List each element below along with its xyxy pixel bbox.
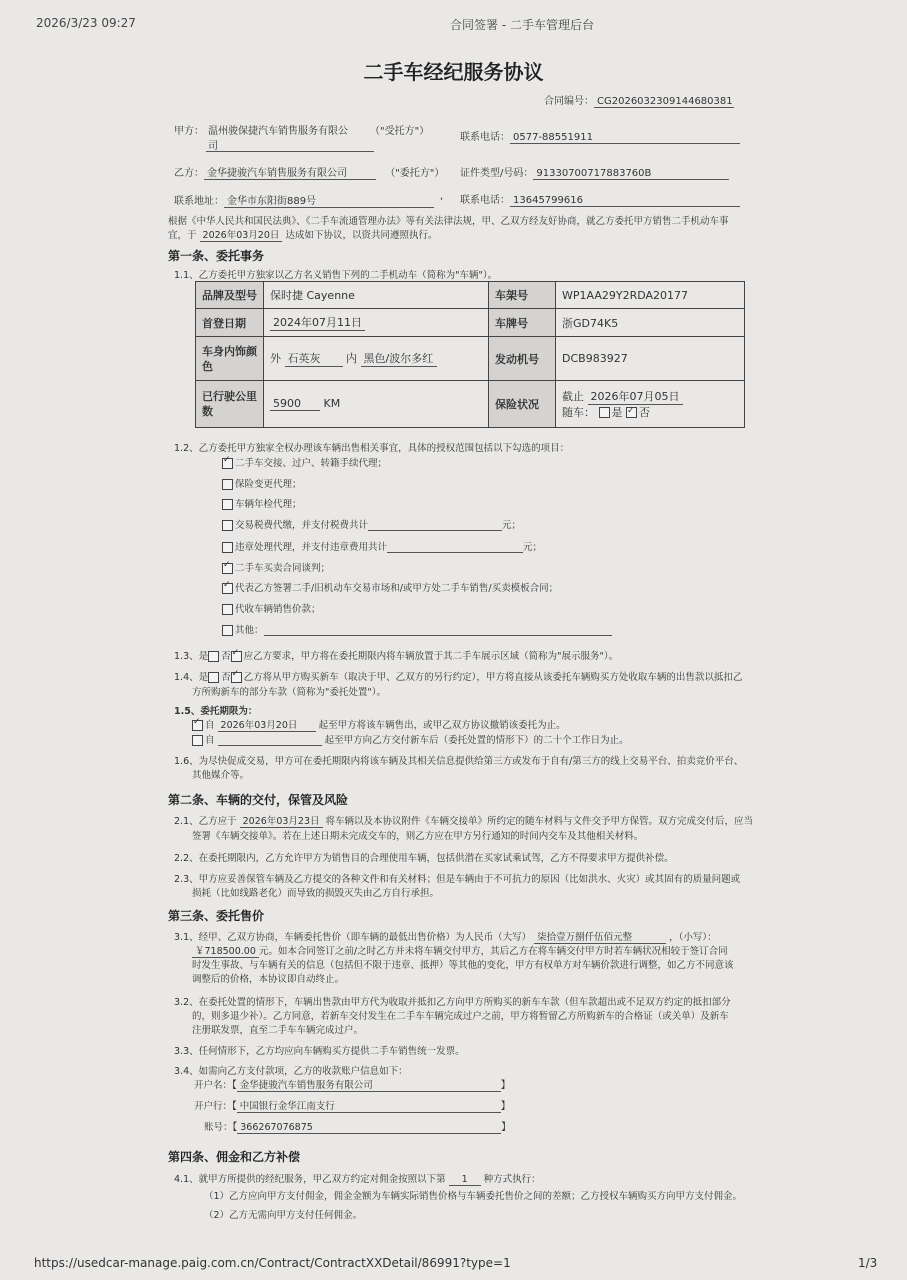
auth-checkbox[interactable] [222,542,233,553]
yuan-label: 元； [523,542,543,553]
clause-1-4-yes: 1.4、是 [174,672,209,683]
clause-3-1-line-2 [192,943,728,958]
clause-2-1-text: 将车辆以及本协议附件《车辆交接单》所约定的随车材料与文件交予甲方保管。双方完成交付后，应当 [325,816,754,827]
km-label [196,381,264,428]
clause-1-6-cont: 其他媒介等。 [192,770,250,781]
reg-date-label: 首登日期 [196,309,264,337]
auth-item-label: 二手车买卖合同谈判； [235,563,331,574]
intro-suffix: 达成如下协议，以资共同遵照执行。 [285,230,438,241]
party-a-name: 温州骏保捷汽车销售服务有限公 [208,126,348,137]
clause-4-1-prefix: 4.1、就甲方所提供的经纪服务，甲乙双方约定对佣金按照以下第 [174,1174,446,1185]
engine-label: 发动机号 [489,337,556,381]
party-b-label: 乙方： [174,168,204,179]
clause-4-1 [174,1171,541,1186]
account-name-label: 开户名：【 [194,1080,237,1091]
insurance-prefix: 截止 [562,389,584,403]
clause-3-1-lower-label: ，（小写）： [669,932,717,943]
clause-4-1-suffix: 种方式执行： [483,1174,541,1185]
clause-2-1-prefix: 2.1、乙方应于 [174,816,237,827]
auth-item-label: 代表乙方签署二手/旧机动车交易市场和/或甲方处二手车销售/买卖模板合同； [235,583,559,594]
insurance-label: 保险状况 [489,381,556,428]
auth-item [222,622,612,636]
reg-date-value: 2024年07月11日 [270,314,365,331]
ext-color: 石英灰 [285,350,343,367]
auth-item [222,560,330,574]
term-a-checkbox[interactable] [192,720,203,731]
party-a-label: 甲方： [174,126,204,137]
party-b-role: （"委托方"） [385,168,445,179]
plate-label: 车牌号 [489,309,556,337]
party-a-phone-value: 0577-88551911 [510,132,740,144]
account-no-label: 账号：【 [204,1122,238,1133]
bank-value: 中国银行金华江南支行 [237,1098,501,1113]
account-no-value: 366267076875 [237,1122,501,1134]
auth-item [222,580,558,594]
auth-checkbox[interactable] [222,479,233,490]
party-b-id-value: 91330700717883760B [533,168,729,180]
clause-1-4-cont: 方所购新车的部分车款（简称为"委托处置"）。 [192,687,386,698]
bank-label: 开户行：【 [194,1101,237,1112]
clause-2-2: 2.2、在委托期限内，乙方允许甲方为销售目的合理使用车辆，包括供潜在买家试乘试驾，乙方不得要求甲方提供补偿。 [174,853,674,864]
color-label-2: 色 [202,359,213,373]
table-row [196,282,745,309]
term-b-prefix: 自 [205,735,215,746]
address-label: 联系地址： [174,196,224,207]
comma: , [440,191,444,202]
party-b-phone-value: 13645799616 [510,195,740,207]
table-row [196,337,745,381]
clause-3-2-line-2: 的，则多退少补）。乙方同意，若新车交付发生在二手车车辆完成过户之前，甲方将暂留乙方所购新车的合格证（或关单）及新车 [192,1011,729,1022]
clause-3-1-line-3: 时发生事故、与车辆有关的信息（包括但不限于违章、抵押）等其他的变化，甲方有权单方对车辆价款进行调整，如乙方不同意该 [192,960,734,971]
yuan-label: 元； [502,520,522,531]
term-b-text: 起至甲方向乙方交付新车后（委托处置的情形下）的二十个工作日为止。 [324,735,629,746]
party-b-address-value: 金华市东阳街889号 [224,192,434,208]
clause-1-5-a [192,717,566,732]
no-label: 否 [639,405,650,419]
clause-1-3-text: 应乙方要求，甲方将在委托期限内将车辆放置于其二手车展示区域（简称为"展示服务"）。 [243,651,619,662]
party-a-underline [206,151,374,152]
clause-1-5-b [192,732,629,746]
intro-line-2 [168,227,437,242]
auth-checkbox[interactable] [222,604,233,615]
account-name-value: 金华捷骏汽车销售服务有限公司 [237,1077,501,1092]
km-unit: KM [323,397,341,410]
insurance-date: 2026年07月05日 [588,389,683,405]
auth-checkbox[interactable] [222,520,233,531]
km-value-cell [264,381,489,428]
km-value: 5900 [270,397,320,411]
auth-item-label: 二手车交接、过户、转籍手续代理； [235,458,388,469]
auth-item [222,455,387,469]
engine-value: DCB983927 [556,337,745,381]
auth-item-label: 违章处理代理，并支付违章费用共计 [235,542,388,553]
clause-1-3-yes: 1.3、是 [174,651,209,662]
party-a-role: （"受托方"） [370,126,430,137]
intro-prefix: 宜，于 [168,230,197,241]
term-b-checkbox[interactable] [192,735,203,746]
auth-item-label: 交易税费代缴，并支付税费共计 [235,520,369,531]
vin-label: 车架号 [489,282,556,309]
clause-1-3-no: 否 [221,651,231,662]
clause-1-1: 1.1、乙方委托甲方独家以乙方名义销售下列的二手机动车（简称为"车辆"）。 [174,270,498,281]
section-3-title: 第三条、委托售价 [168,909,265,923]
clause-1-6: 1.6、为尽快促成交易，甲方可在委托期限内将该车辆及其相关信息提供给第三方或发布于自有/第三方的线上交易平台、拍卖竞价平台、 [174,756,744,767]
auth-item-label: 其他： [235,625,264,636]
account-name-close: 】 [500,1080,511,1091]
tax-blank[interactable] [368,520,502,531]
page-number: 1/3 [858,1256,878,1270]
auth-item [222,601,321,615]
clause-1-4 [174,669,742,683]
clause-1-2: 1.2、乙方委托甲方独家全权办理该车辆出售相关事宜，具体的授权范围包括以下勾选的项目： [174,443,570,454]
commission-option-2: （2）乙方无需向甲方支付任何佣金。 [204,1210,363,1221]
reg-date-cell [264,309,489,337]
section-4-title: 第四条、佣金和乙方补偿 [168,1150,301,1164]
clause-2-1-cont: 签署《车辆交接单》。若在上述日期未完成交车的，则乙方应在甲方另行通知的时间内交车及其他相关材料。 [192,831,644,842]
auth-item-label: 代收车辆销售价款； [235,604,321,615]
insurance-follow: 随车： [562,405,595,419]
party-b-address [174,192,434,208]
brand-value: 保时捷 Cayenne [264,282,489,309]
clause-2-3-cont: 损耗（比如线路老化）而导致的损毁灭失由乙方自行承担。 [192,888,440,899]
clause-2-1 [174,813,753,828]
price-lowercase: ￥718500.00 [192,943,259,958]
clause-3-2-line-3: 注册联发票，直至二手车车辆完成过户。 [192,1025,364,1036]
page-url: https://usedcar-manage.paig.com.cn/Contract/ContractXXDetail/86991?type=1 [34,1256,511,1270]
contract-number [544,92,734,108]
id-label: 证件类型/号码： [460,168,534,179]
bank-close: 】 [500,1101,511,1112]
party-b-phone [460,191,740,207]
clause-3-2: 3.2、在委托处置的情形下，车辆出售款由甲方代为收取并抵扣乙方向甲方所购买的新车车款（但车款超出或不足双方约定的抵扣部分 [174,997,731,1008]
party-a-name-cont: 司 [208,141,218,152]
auth-item-label: 车辆年检代理； [235,499,302,510]
auth-checkbox[interactable] [222,563,233,574]
price-uppercase: 柒拾壹万捌仟伍佰元整 [534,929,666,944]
auth-checkbox[interactable] [222,499,233,510]
plate-value: 浙GD74K5 [556,309,745,337]
commission-option-1: （1）乙方应向甲方支付佣金，佣金金额为车辆实际销售价格与车辆委托售价之间的差额；乙方授权车辆购买方向甲方支付佣金。 [204,1191,743,1202]
auth-item [222,517,521,531]
party-b-line [174,164,444,180]
party-b-name: 金华捷骏汽车销售服务有限公司 [204,164,376,180]
clause-2-3: 2.3、甲方应妥善保管车辆及乙方提交的各种文件和有关材料；但是车辆由于不可抗力的原因（比如洪水、火灾）或其固有的质量问题或 [174,874,741,885]
auth-item [222,476,302,490]
auth-item [222,539,542,553]
term-a-prefix: 自 [205,720,215,731]
yes-label: 是 [611,405,623,419]
auth-checkbox[interactable] [222,583,233,594]
clause-3-3: 3.3、任何情形下，乙方均应向车辆购买方提供二手车销售统一发票。 [174,1046,465,1057]
clause-1-3-yes-checkbox[interactable] [208,651,219,662]
term-b-blank[interactable] [218,735,322,746]
contract-number-value: CG2026032309144680381 [594,96,734,108]
phone-label-b: 联系电话： [460,195,510,206]
color-label-1: 车身内饰颜 [202,344,257,358]
no-checkbox[interactable] [626,407,637,418]
contract-number-label: 合同编号： [544,96,594,107]
int-label: 内 [346,352,357,365]
party-a-phone [460,128,740,144]
clause-3-1 [174,929,717,944]
color-label [196,337,264,381]
clause-1-4-no: 否 [221,672,231,683]
clause-1-4-no-checkbox[interactable] [231,672,242,683]
page-title: 合同签署 - 二手车管理后台 [450,18,594,32]
section-2-title: 第二条、车辆的交付，保管及风险 [168,793,349,807]
auth-checkbox[interactable] [222,458,233,469]
clause-3-1-prefix: 3.1、经甲、乙双方协商，车辆委托售价（即车辆的最低出售价格）为人民币（大写） [174,932,532,943]
term-a-date: 2026年03月20日 [218,717,316,732]
phone-label: 联系电话： [460,132,510,143]
bank-row [194,1098,510,1113]
clause-1-3-no-checkbox[interactable] [231,651,242,662]
vin-value: WP1AA29Y2RDA20177 [556,282,745,309]
auth-item-label: 保险变更代理； [235,479,302,490]
violation-blank[interactable] [387,542,523,553]
clause-3-1-line-4: 调整后的价格，本协议即自动终止。 [192,974,345,985]
party-b-id [460,164,729,180]
other-blank[interactable] [264,625,612,636]
section-1-title: 第一条、委托事务 [168,249,265,263]
clause-1-3 [174,648,618,662]
clause-3-4: 3.4、如需向乙方支付款项，乙方的收款账户信息如下： [174,1066,408,1077]
account-no-row [204,1119,511,1134]
clause-1-4-yes-checkbox[interactable] [208,672,219,683]
auth-item [222,496,302,510]
brand-label: 品牌及型号 [196,282,264,309]
clause-3-1-text: 元。如本合同签订之前/之时乙方并未将车辆交付甲方，其后乙方在将车辆交付甲方时若车辆状况相较于签订合同 [258,946,728,957]
auth-checkbox[interactable] [222,625,233,636]
table-row [196,309,745,337]
insurance-value [556,381,745,428]
table-row [196,381,745,428]
account-no-close: 】 [501,1122,511,1133]
intro-line-1: 根据《中华人民共和国民法典》、《二手车流通管理办法》等有关法律法规，甲、乙双方经友好协商，就乙方委托甲方销售二手机动车事 [168,216,729,227]
ext-label: 外 [270,352,281,365]
document-title: 二手车经纪服务协议 [363,60,544,84]
account-name-row [194,1077,510,1092]
color-value [264,337,489,381]
clause-1-4-text: 乙方将从甲方购买新车（取决于甲、乙双方的另行约定），甲方将直接从该委托车辆购买方处收取车辆的出售款以抵扣乙 [243,672,743,683]
vehicle-table [195,281,745,428]
print-timestamp: 2026/3/23 09:27 [36,16,136,30]
yes-checkbox[interactable] [599,407,610,418]
int-color: 黑色/波尔多红 [361,350,437,367]
intro-date: 2026年03月20日 [200,227,283,242]
km-label-1: 已行驶公里 [202,390,257,403]
term-a-text: 起至甲方将该车辆售出，或甲乙双方协议撤销该委托为止。 [318,720,566,731]
clause-1-5-title: 1.5、委托期限为： [174,706,258,717]
clause-2-1-date: 2026年03月23日 [240,813,323,828]
km-label-2: 数 [202,405,213,418]
commission-option: 1 [449,1174,481,1186]
